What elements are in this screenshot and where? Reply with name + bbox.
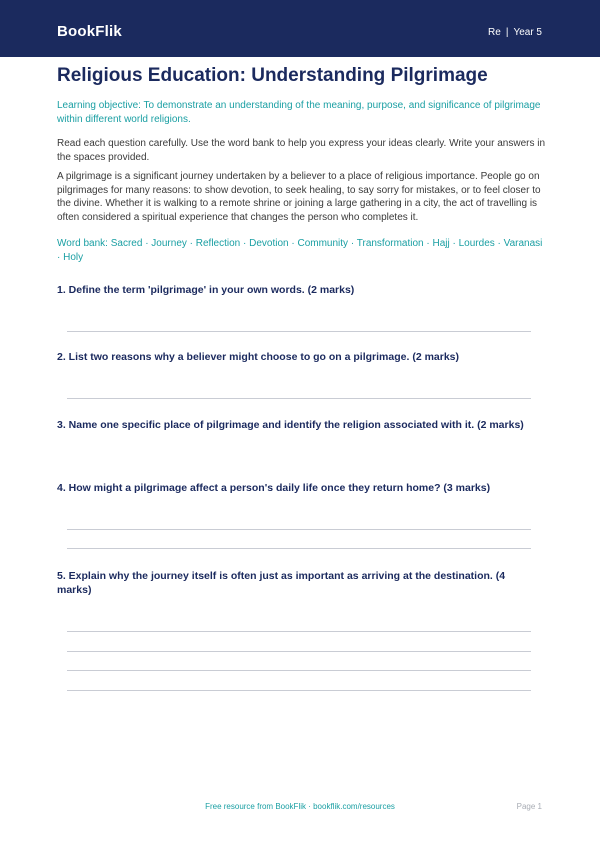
worksheet-title: Religious Education: Understanding Pilgrimage [57,65,488,86]
word-bank: Word bank: Sacred · Journey · Reflection · Devotion · Community · Transformation · Hajj · Lourdes · Varanasi · Holy [57,238,543,263]
question-3: 3. Name one specific place of pilgrimage and identify the religion associated with it. (2 marks) [57,419,524,431]
question-5: 5. Explain why the journey itself is often just as important as arriving at the destination. (4 marks) [57,570,506,596]
question-4: 4. How might a pilgrimage affect a person's daily life once they return home? (3 marks) [57,482,491,494]
answer-line[interactable] [67,670,531,671]
page-header [0,0,600,57]
header-separator: | [505,27,509,38]
question-1: 1. Define the term 'pilgrimage' in your own words. (2 marks) [57,284,355,296]
page-number: Page 1 [516,802,542,811]
answer-line[interactable] [67,651,531,652]
answer-line[interactable] [67,529,531,530]
answer-line[interactable] [67,331,531,332]
class-info [488,27,542,38]
intro-paragraph: A pilgrimage is a significant journey undertaken by a believer to a place of religious importance. People go on pilgrimages for many reasons: to show devotion, to seek healing, to say sorry for mistakes, or to feel closer to the divine. Whether it is walking to a remote shrine or joining a large gathering in a city, the act of travelling is often considered a spiritual experience that changes the person who completes it. [57,171,541,223]
answer-line[interactable] [67,631,531,632]
answer-line[interactable] [67,398,531,399]
answer-line[interactable] [67,690,531,691]
question-2: 2. List two reasons why a believer might choose to go on a pilgrimage. (2 marks) [57,351,460,363]
learning-objective: Learning objective: To demonstrate an understanding of the meaning, purpose, and significance of pilgrimage within different world religions. [57,100,541,125]
answer-line[interactable] [67,548,531,549]
footer-credit[interactable]: Free resource from BookFlik · bookflik.com/resources [205,802,395,811]
year-group: Year 5 [513,27,542,38]
brand-logo[interactable]: BookFlik [57,23,122,40]
instructions: Read each question carefully. Use the word bank to help you express your ideas clearly. Write your answers in the spaces provided. [57,138,546,163]
subject-code: Re [488,27,501,38]
